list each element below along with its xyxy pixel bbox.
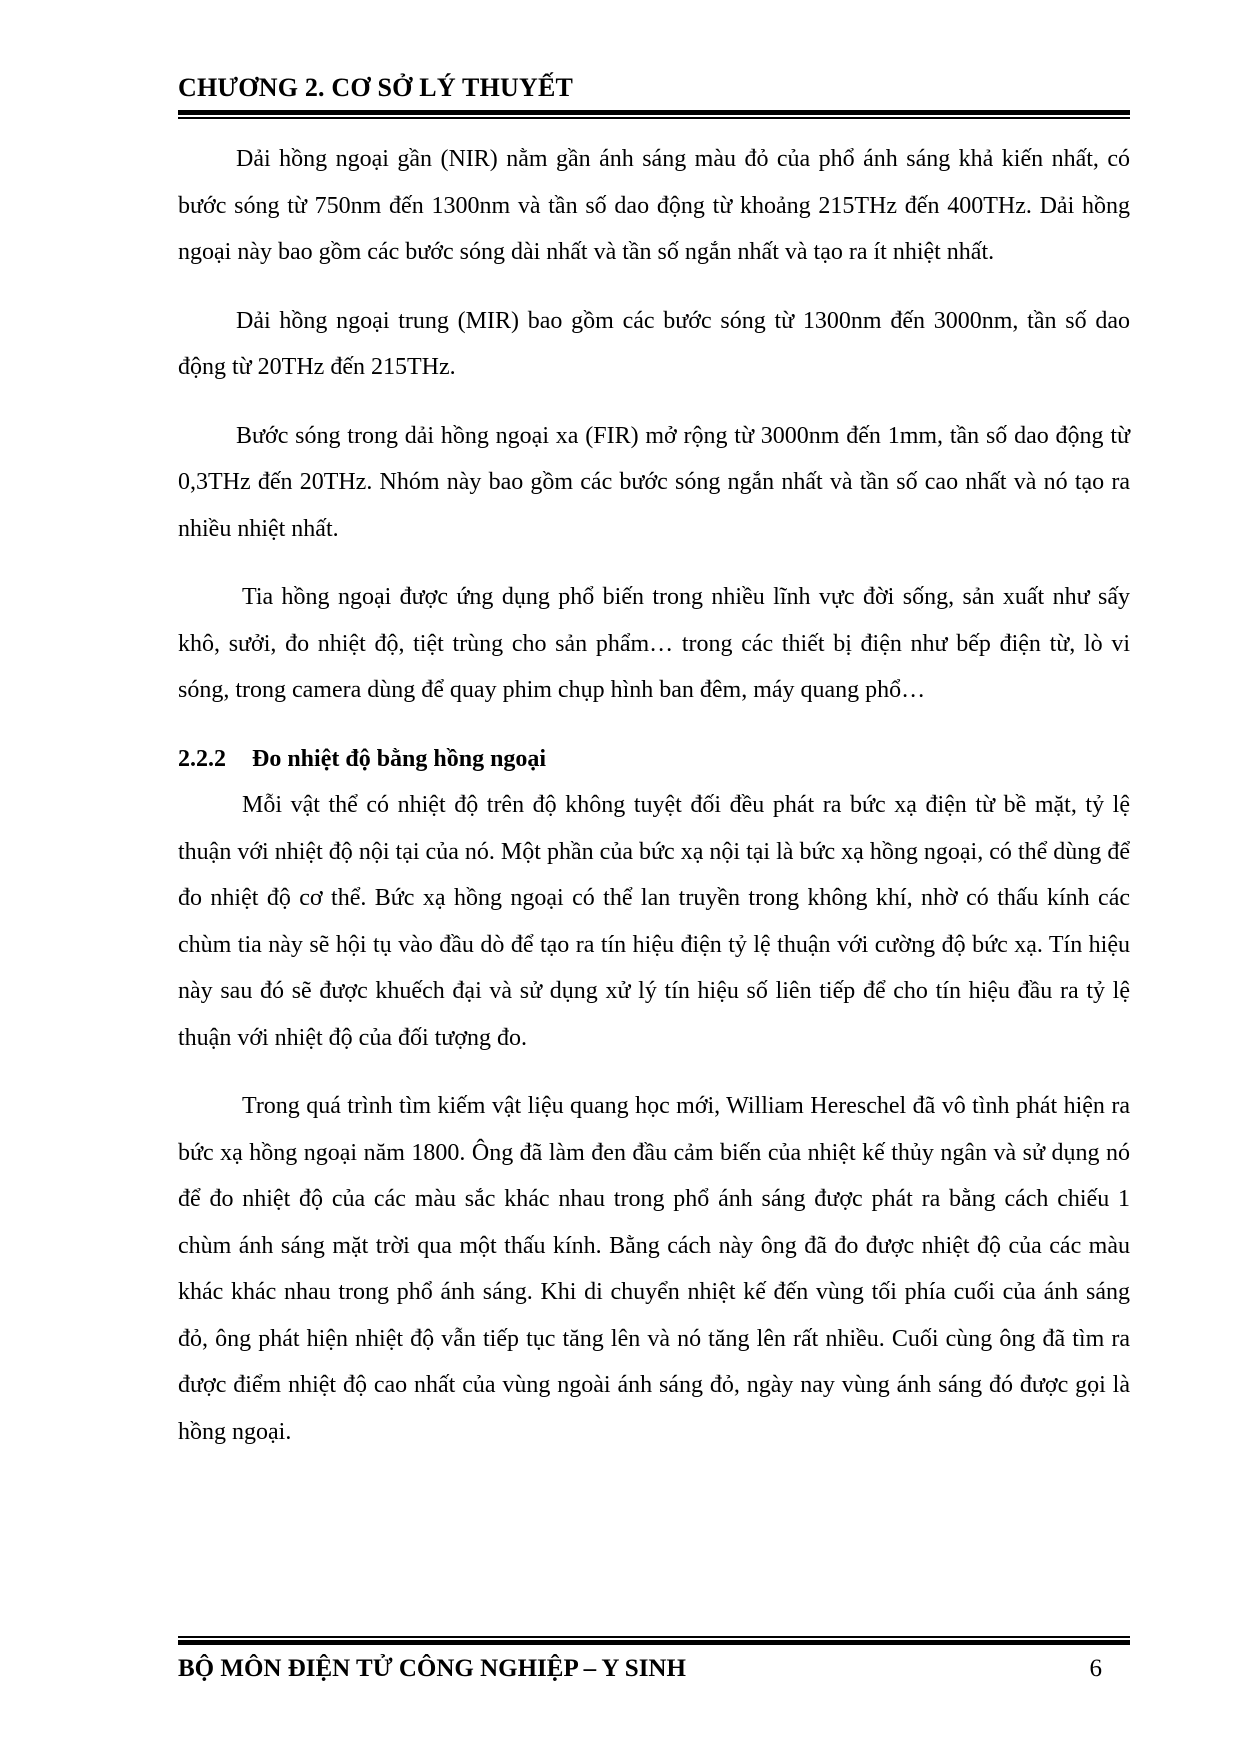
footer-rule-thin: [178, 1636, 1130, 1638]
page-body: [178, 136, 1130, 1477]
page-header: [178, 70, 1130, 119]
header-rule-thin: [178, 117, 1130, 119]
footer-rule-thick: [178, 1640, 1130, 1645]
header-rule-thick: [178, 110, 1130, 115]
paragraph-measurement: Mỗi vật thể có nhiệt độ trên độ không tuyệt đối đều phát ra bức xạ điện từ bề mặt, tỷ lệ thuận với nhiệt độ nội tại của nó. Một phần của bức xạ nội tại là bức xạ hồng ngoại, có thể dùng để đo nhiệt độ cơ thể. Bức xạ hồng ngoại có thể lan truyền trong không khí, nhờ có thấu kính các chùm tia này sẽ hội tụ vào đầu dò để tạo ra tín hiệu điện tỷ lệ thuận với cường độ bức xạ. Tín hiệu này sau đó sẽ được khuếch đại và sử dụng xử lý tín hiệu số liên tiếp để cho tín hiệu đầu ra tỷ lệ thuận với nhiệt độ của đối tượng đo.: [178, 792, 1130, 1051]
chapter-title: CHƯƠNG 2. CƠ SỞ LÝ THUYẾT: [178, 73, 574, 102]
section-heading: [178, 736, 1130, 783]
section-title: Đo nhiệt độ bằng hồng ngoại: [252, 745, 547, 772]
footer-row: [178, 1651, 1130, 1687]
paragraph-applications: Tia hồng ngoại được ứng dụng phổ biến trong nhiều lĩnh vực đời sống, sản xuất như sấy khô, sưởi, đo nhiệt độ, tiệt trùng cho sản phẩm… trong các thiết bị điện như bếp điện từ, lò vi sóng, trong camera dùng để quay phim chụp hình ban đêm, máy quang phổ…: [178, 584, 1130, 703]
paragraph-mir: Dải hồng ngoại trung (MIR) bao gồm các bước sóng từ 1300nm đến 3000nm, tần số dao động từ 20THz đến 215THz.: [178, 307, 1130, 380]
page-number: 6: [1089, 1655, 1102, 1682]
paragraph-nir: Dải hồng ngoại gần (NIR) nằm gần ánh sáng màu đỏ của phổ ánh sáng khả kiến nhất, có bước sóng từ 750nm đến 1300nm và tần số dao động từ khoảng 215THz đến 400THz. Dải hồng ngoại này bao gồm các bước sóng dài nhất và tần số ngắn nhất và tạo ra ít nhiệt nhất.: [178, 146, 1130, 265]
paragraph-history: Trong quá trình tìm kiếm vật liệu quang học mới, William Hereschel đã vô tình phát hiện ra bức xạ hồng ngoại năm 1800. Ông đã làm đen đầu cảm biến của nhiệt kế thủy ngân và sử dụng nó để đo nhiệt độ của các màu sắc khác nhau trong phổ ánh sáng được phát ra bằng cách chiếu 1 chùm ánh sáng mặt trời qua một thấu kính. Bằng cách này ông đã đo được nhiệt độ của các màu khác khác nhau trong phổ ánh sáng. Khi di chuyển nhiệt kế đến vùng tối phía cuối của ánh sáng đỏ, ông phát hiện nhiệt độ vẫn tiếp tục tăng lên và nó tăng lên rất nhiều. Cuối cùng ông đã tìm ra được điểm nhiệt độ cao nhất của vùng ngoài ánh sáng đỏ, ngày nay vùng ánh sáng đó được gọi là hồng ngoại.: [178, 1093, 1130, 1445]
page-footer: [178, 1636, 1130, 1687]
paragraph-fir: Bước sóng trong dải hồng ngoại xa (FIR) mở rộng từ 3000nm đến 1mm, tần số dao động từ 0,3THz đến 20THz. Nhóm này bao gồm các bước sóng ngắn nhất và tần số cao nhất và nó tạo ra nhiều nhiệt nhất.: [178, 422, 1130, 542]
department-name: BỘ MÔN ĐIỆN TỬ CÔNG NGHIỆP – Y SINH: [178, 1655, 686, 1682]
section-number: 2.2.2: [178, 745, 226, 772]
